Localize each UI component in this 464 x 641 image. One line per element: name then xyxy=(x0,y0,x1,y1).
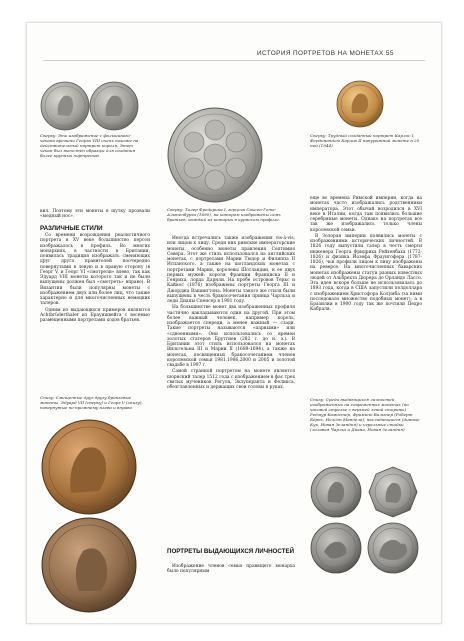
coin-modern-bottom-right xyxy=(367,522,419,574)
caption-top-left: Сверху: Это изображение с фальшивого-чекана времени Георга VIII очень похоже на действительный портрет короля. Этот чекан был выполнен образцы для создания более крупных портретов xyxy=(40,133,139,158)
middle-paragraph-1: Иногда встречались также изображения vis-à-vis, или лицом к лицу. Среди них римские императорские монеты, особенно монеты правления Септимия Севера. Этот же стиль использовался на английских монетах, с портретами Марии Тюдор и Филиппа II Испанского, а также на шотландских монетах с портретами Марии, королевы Шотландии, и ее двух первых мужей: короля Франции Франциска II и Генриха, лорда Дарнли. На пробе островов Теркс и Кайкос (1976) изображены портреты Георга III и Джорджа Вашингтона. Монеты такого же стиля были выпущены в честь бракосочетания принца Чарльза и леди Дианы Спенсер в 1981 году. xyxy=(167,236,295,304)
coin-carol-ferdinand-gold xyxy=(336,80,384,128)
left-intro: вил. Поэтому эти монеты в шутку прозвали «медный нос». xyxy=(40,209,150,220)
middle-closing xyxy=(167,564,295,576)
right-paragraph-1: еще во времена Римской империи, когда на монетах часто изображались родственники императора. Этот обычай возродился в XVI веке в Италии, когда там появились большие серебряные монеты. Однако на портретах все так же изображались только члены королевской семьи. xyxy=(310,196,422,233)
coin-george-obverse-1 xyxy=(40,81,90,131)
header-title: ИСТОРИЯ ПОРТРЕТОВ НА МОНЕТАХ xyxy=(257,50,384,57)
caption-right-bottom: Снизу: Среди выдающихся личностей, изображенных на современных монетах (по часовой стрелке с верхней левой стороны) Редмур Бамостер, Фримино Вальтер (Роберт Бёрнс, Нелсон Мандела), насладившиеся (дивные Кук, Новая Зеландия) и игральные стойки (лиловая Чарльз и Диана, Новая Зеландия) xyxy=(310,397,420,432)
left-column-body xyxy=(40,233,150,324)
coin-george-v-bronze xyxy=(41,517,137,613)
heading-notable-people: ПОРТРЕТЫ ВЫДАЮЩИХСЯ ЛИЧНОСТЕЙ xyxy=(167,548,295,555)
middle-paragraph-2: На большинстве монет два изображенных профиля частично накладываются один на другой. При этом более важный человек, например король, изображается спереди, а менее важный — сзади. Такие портреты называются «парными» или «сдвоенными». Они использовались со времен золотых статеров Брутгиев (282 г. до н. э.). В Британии этот стиль использовался на монетах Вильгельма III и Марии II (1689-1694), а также на монетах, посвященных бракосочетанием членов королевской семьи 1981,1986,2000 и 2005 и золотой свадьбе в 1997 г. xyxy=(167,305,295,368)
caption-center-top: Сверху: Талер Фредерика I, герцога Саксен-Гота-Альтенбурга (1690), на котором изображены семь братьев, каждый из которых в курносом профиле. xyxy=(167,207,281,222)
left-paragraph-1: Со времени возрождения реалистичного портрета в XV веке большинство персон изображалось в профиль. Во многих монархиях, в частности в Британии, появилась традиция изображать сменяющих друг друга правителей поочередно повернутыми в левую и в правую сторону (в Георг V, и Георг VI «смотрели» влево, так как Эдуард VIII монеты которого так и не были выпущены должен был «смотреть» вправо). В Византии были популярны монеты с изображением двух или более лиц, что также характерно и для многочисленных немецких талеров. xyxy=(40,233,150,307)
left-paragraph-2: Одним из выдающихся примеров являются Achtbrüderthaler из Брауншвейга с восемью размещенными портретами ходов братьев. xyxy=(40,307,150,323)
middle-closing-text: Изображение членов семьи правящего монарха было популярным xyxy=(167,564,295,575)
coin-modern-top-left xyxy=(310,466,362,518)
middle-column xyxy=(167,236,295,391)
book-page xyxy=(26,22,442,624)
left-column xyxy=(40,209,150,221)
coin-modern-bottom-left xyxy=(310,522,362,574)
coin-edward-vii-bronze xyxy=(41,419,137,515)
caption-top-right: Сверху: Трудный созданный портрет Карлос I, Фердинандом Карлов II напуражной монете в 20 ней (1944) xyxy=(310,133,420,148)
header-rule xyxy=(43,60,425,61)
right-paragraph-2: В Золорая империи появились монеты с изображениями исторических личностей. В 1826 году выпустили талер в честь смерти инженера Георга Фридриха Рейхенбаха (1772-1826) и физика Йозефа Фраунгофера (1787-1826), чьи профили лицом к лицу изображены на реверсе. На многочисленных баварских монетах изображены статуи разных известных людей от Альбрехта Дюрера до Орландо Лассо. Эта идея вскоре больше не использовалась до 1893 года, когда в США запустили полдоллара с изображением Христофора Колумба (за ними последовало множество подобных монет), а в Бразилии в 1900 году так же почтили Педро Кабраля. xyxy=(310,233,422,313)
running-header xyxy=(257,50,394,57)
coin-modern-top-right xyxy=(367,466,419,518)
page-number: 55 xyxy=(385,50,394,57)
middle-paragraph-3: Самой странной портретом на монете является шорнский талер 1512 года с изображением в фас трех святых мучеников Регула, Экзуперанта и Феликса, обезглавленных и держащих свои головы в руках. xyxy=(167,369,295,390)
right-column xyxy=(310,196,422,314)
heading-styles: РАЗЛИЧНЫЕ СТИЛИ xyxy=(40,225,103,232)
coin-seven-brothers-thaler xyxy=(167,107,263,203)
coin-george-obverse-2 xyxy=(89,81,139,131)
caption-left-middle: Снизу: Смещенные друг другу бронзовые монеты, Эдуард VII (сверху) и Георг V (снизу), повернутые по-прежнему влево и вправо xyxy=(40,395,143,410)
